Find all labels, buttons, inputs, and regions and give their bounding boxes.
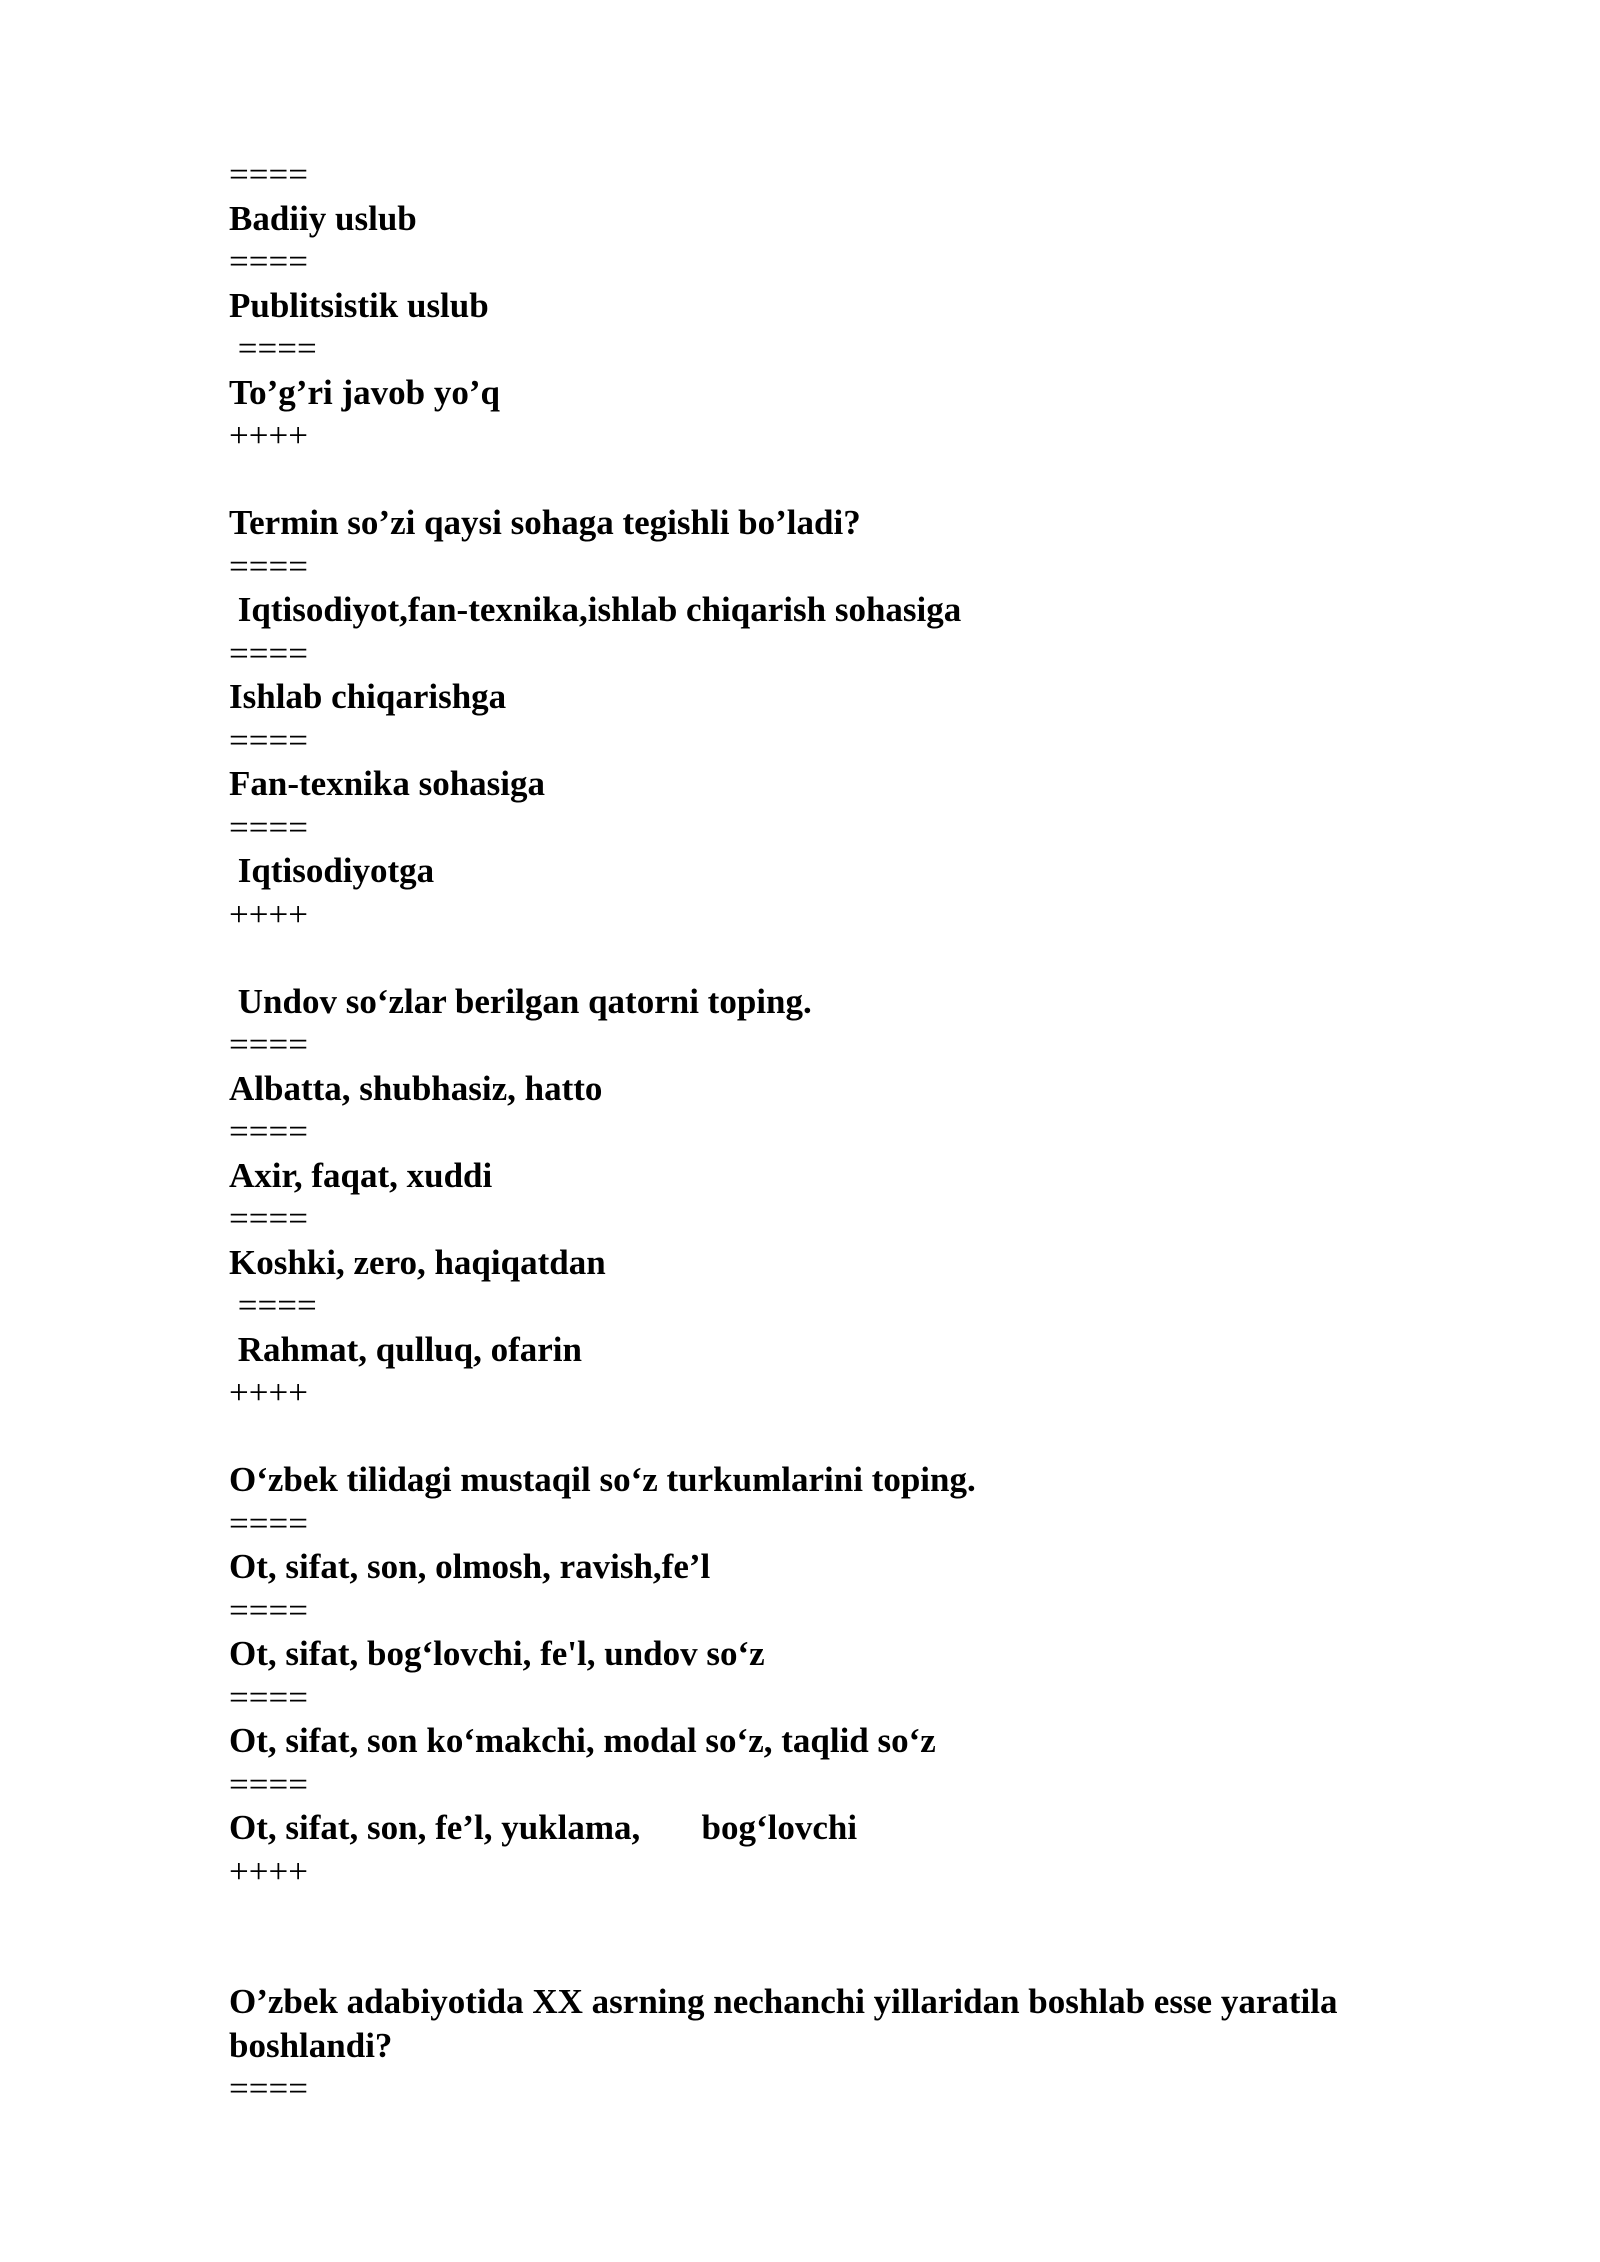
answer-option: Publitsistik uslub [229,285,489,325]
answer-option: Iqtisodiyot,fan-texnika,ishlab chiqarish sohasiga [229,590,962,629]
separator-line: ==== [229,329,317,368]
separator-line: ==== [229,807,308,847]
separator-line: ==== [229,1677,308,1717]
separator-line: ==== [229,1286,317,1325]
blank-lines [229,1893,1489,1980]
document-page [229,153,1489,2111]
separator-line: ==== [229,1199,308,1238]
answer-option: Koshki, zero, haqiqatdan [229,1242,606,1282]
separator-line: ==== [229,1590,308,1630]
answer-option: To’g’ri javob yo’q [229,372,500,412]
answer-option: Iqtisodiyotga [229,851,435,890]
question-text: Termin so’zi qaysi sohaga tegishli bo’ladi? [229,503,861,542]
question-text: O‘zbek tilidagi mustaqil so‘z turkumlarini toping. [229,1460,976,1499]
answer-option: Ot, sifat, bog‘lovchi, fe'l, undov so‘z [229,1634,765,1673]
separator-line: ==== [229,2069,308,2108]
separator-line: ==== [229,633,308,673]
separator-line: ==== [229,1503,308,1543]
answer-option: Rahmat, qulluq, ofarin [229,1329,582,1369]
question-text: Undov so‘zlar berilgan qatorni toping. [229,981,812,1021]
answer-option: Fan-texnika sohasiga [229,764,546,803]
answer-option: Axir, faqat, xuddi [229,1155,493,1195]
separator-line: ==== [229,546,308,586]
answer-option: Ot, sifat, son ko‘makchi, modal so‘z, taqlid so‘z [229,1721,936,1760]
question-end-marker: ++++ [229,1373,308,1412]
answer-option: Ot, sifat, son, fe’l, yuklama, bog‘lovchi [229,1808,858,1847]
answer-option: Ishlab chiqarishga [229,677,507,716]
separator-line: ==== [229,720,308,760]
answer-option: Ot, sifat, son, olmosh, ravish,fe’l [229,1547,711,1586]
answer-option: Badiiy uslub [229,198,417,238]
separator-line: ==== [229,1112,308,1151]
question-text: O’zbek adabiyotida XX asrning nechanchi yillaridan boshlab esse yaratila boshlandi? [229,1982,1338,2065]
blank-line [229,458,1489,502]
question-end-marker: ++++ [229,1851,308,1891]
separator-line: ==== [229,242,308,281]
answer-option: Albatta, shubhasiz, hatto [229,1068,603,1108]
question-end-marker: ++++ [229,416,308,455]
blank-line [229,936,1489,980]
separator-line: ==== [229,1764,308,1804]
blank-line [229,1415,1489,1459]
separator-line: ==== [229,1025,308,1064]
question-end-marker: ++++ [229,894,308,934]
separator-line: ==== [229,155,308,194]
